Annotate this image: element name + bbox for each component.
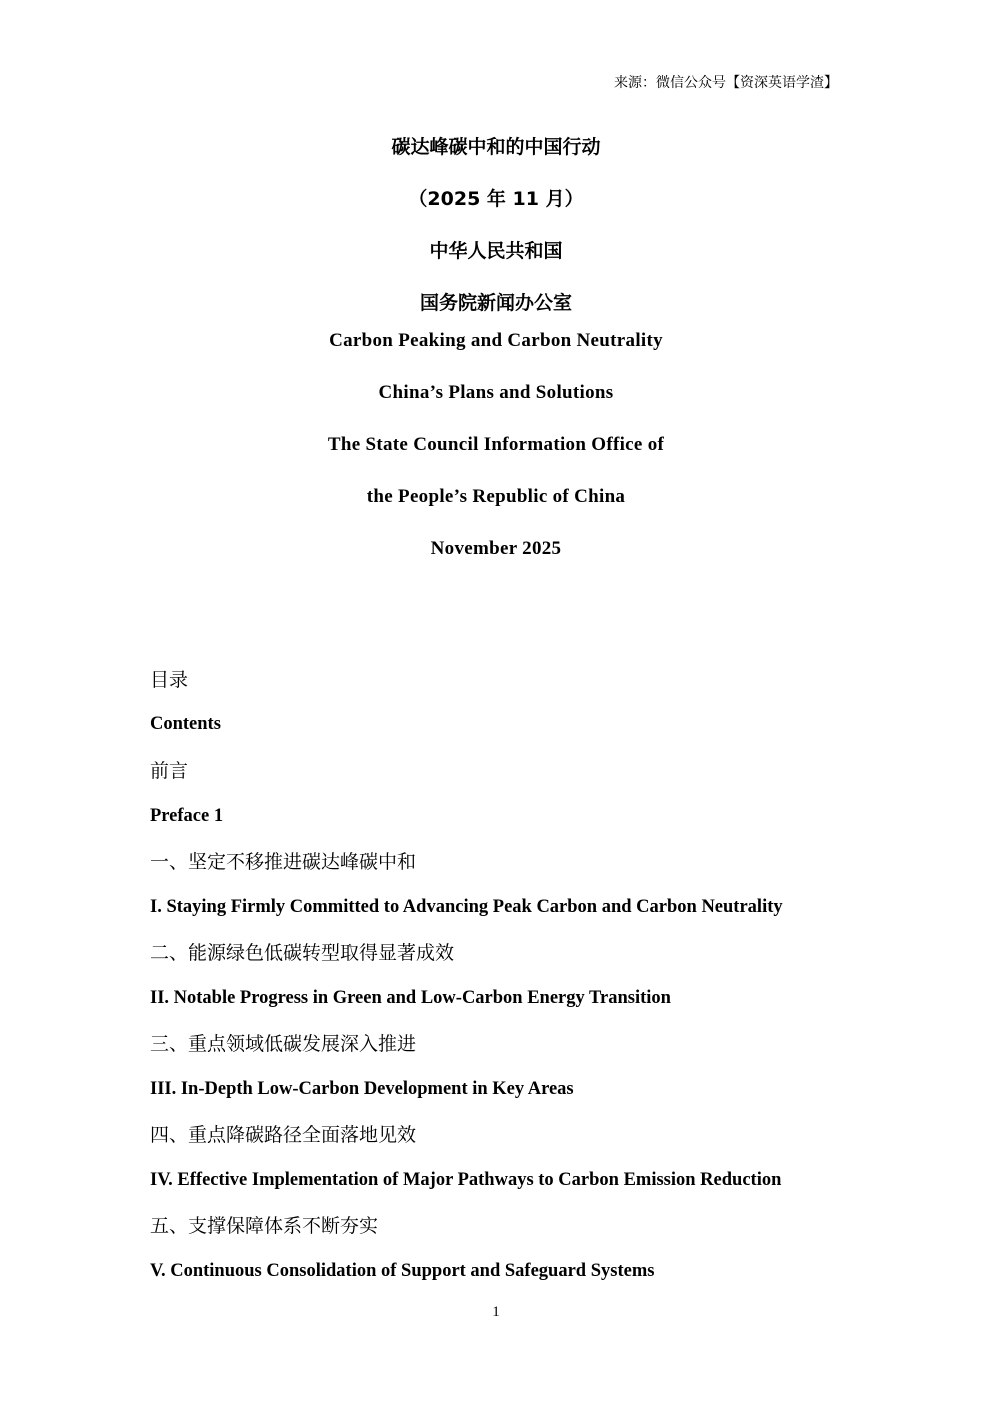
cn-title: 碳达峰碳中和的中国行动: [391, 136, 601, 158]
cn-date: （2025 年 11 月）: [408, 188, 584, 210]
toc-item-cn: 一、坚定不移推进碳达峰碳中和: [150, 851, 417, 873]
toc-item-en: Preface 1: [150, 806, 224, 826]
toc-item-cn: 五、支撑保障体系不断夯实: [150, 1215, 379, 1237]
en-date: November 2025: [430, 538, 562, 559]
toc-item-cn: 二、能源绿色低碳转型取得显著成效: [150, 942, 455, 964]
toc-item-en: II. Notable Progress in Green and Low-Carbon Energy Transition: [150, 988, 671, 1008]
en-title-line2: China’s Plans and Solutions: [378, 382, 614, 403]
toc-item-cn: 四、重点降碳路径全面落地见效: [150, 1124, 417, 1146]
toc-heading-cn: 目录: [150, 669, 189, 691]
page-number: 1: [492, 1304, 500, 1320]
toc-item-en: I. Staying Firmly Committed to Advancing Peak Carbon and Carbon Neutrality: [150, 897, 783, 917]
cn-office: 国务院新闻办公室: [419, 292, 572, 314]
toc-item-en: III. In-Depth Low-Carbon Development in Key Areas: [150, 1079, 574, 1099]
toc-item-cn: 三、重点领域低碳发展深入推进: [150, 1033, 417, 1055]
en-office-line1: The State Council Information Office of: [327, 434, 665, 455]
cn-country: 中华人民共和国: [429, 240, 563, 262]
toc-item-en: IV. Effective Implementation of Major Pathways to Carbon Emission Reduction: [150, 1170, 782, 1190]
toc-item-en: V. Continuous Consolidation of Support and Safeguard Systems: [150, 1261, 655, 1281]
toc-heading-en: Contents: [150, 714, 221, 734]
source-note: 来源：微信公众号【资深英语学渣】: [614, 75, 838, 91]
toc-item-cn: 前言: [150, 760, 189, 782]
en-title-line1: Carbon Peaking and Carbon Neutrality: [329, 330, 663, 351]
en-office-line2: the People’s Republic of China: [366, 486, 626, 507]
